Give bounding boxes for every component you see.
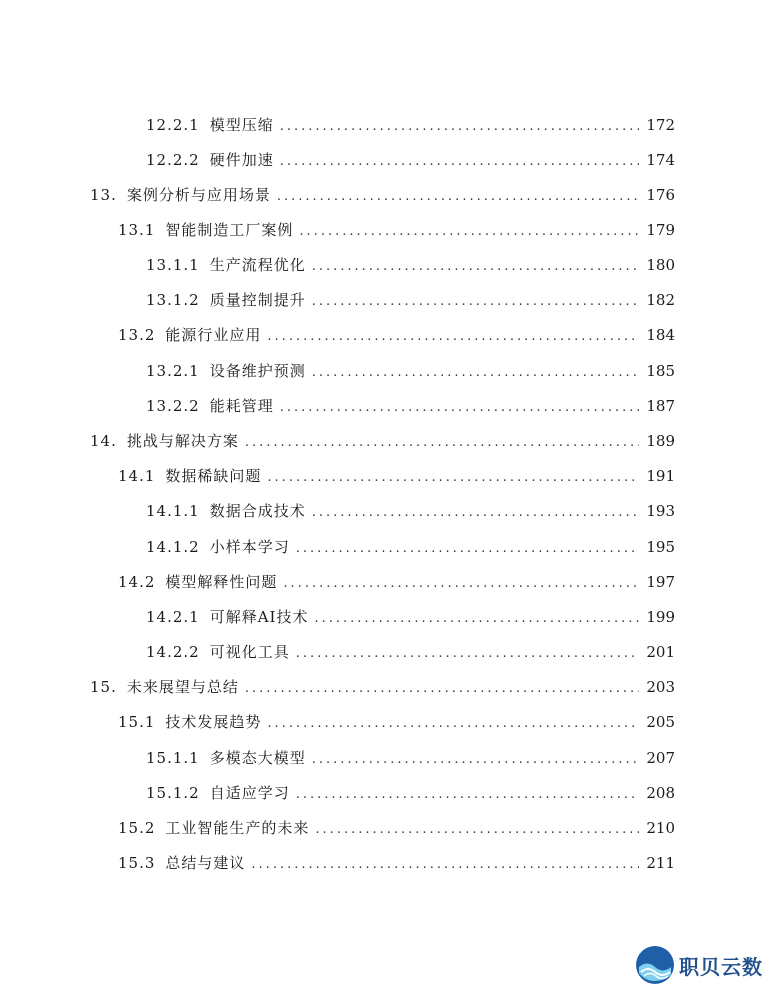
toc-entry-title: 可解释AI技术: [209, 608, 309, 626]
toc-entry[interactable]: [90, 676, 675, 700]
toc-entry-page: 211: [646, 854, 675, 872]
toc-entry-title: 案例分析与应用场景: [126, 186, 271, 204]
dot-leader: [267, 329, 639, 344]
toc-entry-title: 生产流程优化: [209, 256, 306, 274]
watermark-logo: [635, 943, 763, 987]
toc-entry-title: 数据合成技术: [209, 502, 306, 520]
toc-entry-number: 15.1: [118, 713, 156, 731]
toc-entry[interactable]: [118, 324, 675, 348]
toc-entry-page: 199: [646, 608, 675, 626]
dot-leader: [280, 400, 639, 415]
toc-entry-number: 12.2.2: [146, 151, 200, 169]
toc-entry-page: 176: [646, 186, 675, 204]
toc-entry-number: 14.1: [118, 467, 156, 485]
dot-leader: [312, 365, 639, 380]
toc-entry-title: 能耗管理: [209, 397, 274, 415]
toc-entry-title: 自适应学习: [209, 784, 290, 802]
dot-leader: [314, 611, 639, 626]
toc-entry[interactable]: [118, 465, 675, 489]
toc-entry-page: 197: [646, 573, 675, 591]
toc-entry-page: 207: [646, 749, 675, 767]
toc-entry-number: 14.1.2: [146, 538, 200, 556]
dot-leader: [283, 576, 639, 591]
dot-leader: [315, 822, 639, 837]
dot-leader: [267, 716, 639, 731]
toc-entry-title: 模型解释性问题: [165, 573, 278, 591]
dot-leader: [280, 154, 639, 169]
toc-entry-page: 205: [646, 713, 675, 731]
toc-entry-page: 210: [646, 819, 675, 837]
toc-entry[interactable]: [146, 289, 675, 313]
toc-entry-title: 可视化工具: [209, 643, 290, 661]
dot-leader: [267, 470, 639, 485]
toc-entry[interactable]: [146, 360, 675, 384]
dot-leader: [277, 189, 639, 204]
logo-mark-icon: [635, 945, 675, 985]
toc-entry[interactable]: [118, 852, 675, 876]
toc-entry[interactable]: [146, 254, 675, 278]
toc-entry-page: 172: [646, 116, 675, 134]
toc-entry-number: 13.: [90, 186, 117, 204]
logo-text: 职贝云数: [679, 954, 763, 979]
toc-entry-title: 能源行业应用: [165, 326, 262, 344]
dot-leader: [245, 681, 639, 696]
toc-entry-number: 13.1.1: [146, 256, 200, 274]
toc-entry-title: 数据稀缺问题: [165, 467, 262, 485]
toc-entry[interactable]: [90, 430, 675, 454]
toc-entry[interactable]: [146, 395, 675, 419]
toc-entry-page: 180: [646, 256, 675, 274]
toc-entry[interactable]: [146, 641, 675, 665]
toc-entry-number: 15.3: [118, 854, 156, 872]
toc-entry-number: 15.1.2: [146, 784, 200, 802]
toc-entry-page: 187: [646, 397, 675, 415]
toc-entry-number: 13.2.1: [146, 362, 200, 380]
dot-leader: [312, 752, 639, 767]
toc-entry-title: 未来展望与总结: [126, 678, 239, 696]
dot-leader: [296, 787, 639, 802]
toc-entry-title: 设备维护预测: [209, 362, 306, 380]
toc-entry-number: 14.1.1: [146, 502, 200, 520]
toc-entry-title: 模型压缩: [209, 116, 274, 134]
toc-entry[interactable]: [90, 184, 675, 208]
toc-entry[interactable]: [146, 500, 675, 524]
toc-entry-page: 208: [646, 784, 675, 802]
dot-leader: [312, 505, 639, 520]
dot-leader: [296, 541, 639, 556]
toc-entry-page: 179: [646, 221, 675, 239]
toc-entry-number: 14.: [90, 432, 117, 450]
toc-entry[interactable]: [118, 219, 675, 243]
toc-entry-page: 174: [646, 151, 675, 169]
toc-entry-page: 189: [646, 432, 675, 450]
toc-entry-title: 智能制造工厂案例: [165, 221, 294, 239]
toc-entry-title: 多模态大模型: [209, 749, 306, 767]
toc-entry-page: 182: [646, 291, 675, 309]
toc-entry[interactable]: [146, 114, 675, 138]
toc-entry-number: 15.2: [118, 819, 156, 837]
toc-entry-number: 13.2.2: [146, 397, 200, 415]
toc-entry-title: 硬件加速: [209, 151, 274, 169]
toc-entry-number: 13.1.2: [146, 291, 200, 309]
dot-leader: [280, 119, 639, 134]
toc-entry-title: 总结与建议: [165, 854, 246, 872]
toc-entry-number: 15.1.1: [146, 749, 200, 767]
dot-leader: [312, 294, 639, 309]
toc-entry[interactable]: [146, 149, 675, 173]
toc-entry-page: 191: [646, 467, 675, 485]
toc-entry-number: 12.2.1: [146, 116, 200, 134]
toc-entry-number: 14.2.2: [146, 643, 200, 661]
dot-leader: [251, 857, 639, 872]
toc-entry[interactable]: [146, 536, 675, 560]
toc-entry-page: 193: [646, 502, 675, 520]
toc-entry-number: 14.2: [118, 573, 156, 591]
toc-entry-title: 工业智能生产的未来: [165, 819, 310, 837]
toc-entry[interactable]: [118, 571, 675, 595]
toc-entry-title: 小样本学习: [209, 538, 290, 556]
toc-entry-number: 13.1: [118, 221, 156, 239]
dot-leader: [296, 646, 639, 661]
dot-leader: [312, 259, 639, 274]
toc-entry-title: 挑战与解决方案: [126, 432, 239, 450]
toc-entry-page: 195: [646, 538, 675, 556]
toc-entry-number: 14.2.1: [146, 608, 200, 626]
toc-entry[interactable]: [118, 711, 675, 735]
toc-entry-title: 技术发展趋势: [165, 713, 262, 731]
dot-leader: [299, 224, 639, 239]
toc-entry-page: 184: [646, 326, 675, 344]
toc-entry-title: 质量控制提升: [209, 291, 306, 309]
toc-entry-number: 13.2: [118, 326, 156, 344]
toc-entry-number: 15.: [90, 678, 117, 696]
dot-leader: [245, 435, 639, 450]
toc-entry[interactable]: [146, 747, 675, 771]
toc-entry-page: 203: [646, 678, 675, 696]
toc-entry-page: 185: [646, 362, 675, 380]
toc-entry-page: 201: [646, 643, 675, 661]
toc-entry[interactable]: [146, 782, 675, 806]
toc-entry[interactable]: [146, 606, 675, 630]
toc-entry[interactable]: [118, 817, 675, 841]
